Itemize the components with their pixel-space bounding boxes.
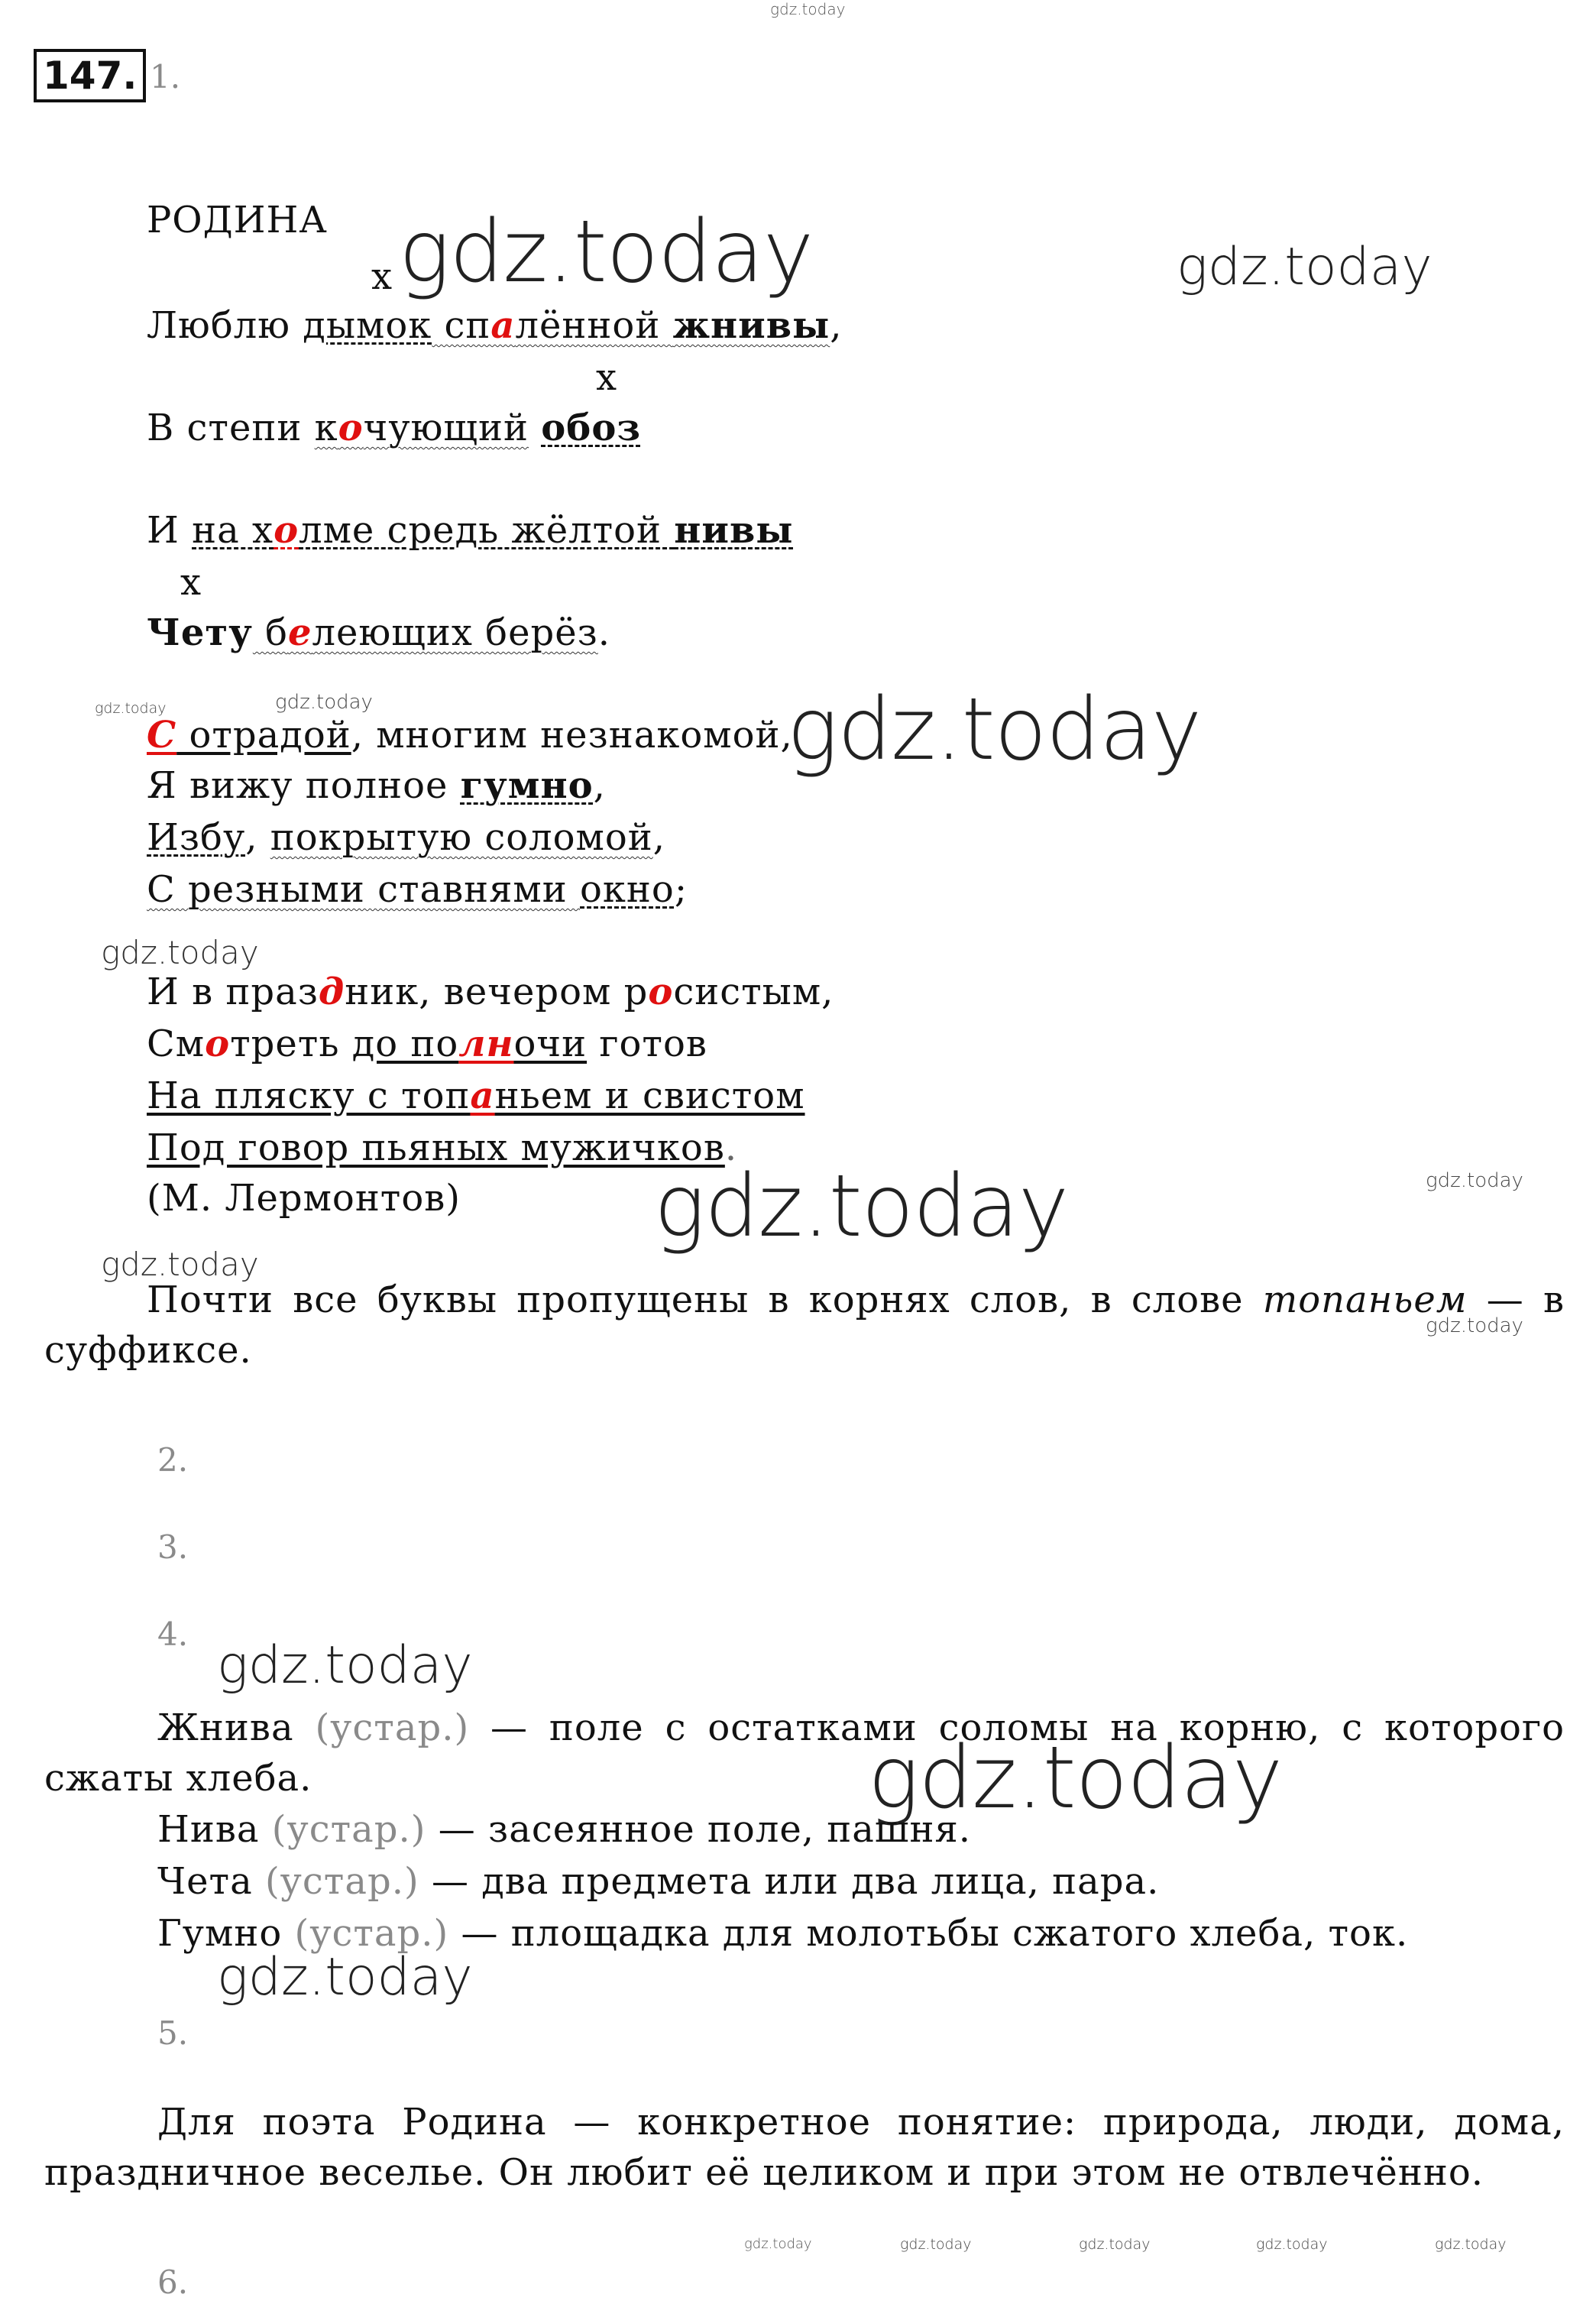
- note-paragraph: Почти все буквы пропущены в корнях слов, в слове топаньем — в суффиксе.: [44, 1278, 1565, 1372]
- syntax-mark: х: [596, 356, 618, 399]
- watermark: gdz.today: [1426, 1314, 1523, 1337]
- watermark: gdz.today: [1426, 1169, 1523, 1192]
- task-number: 147.: [34, 49, 146, 102]
- watermark: gdz.today: [900, 2236, 972, 2253]
- part-2-number: 2.: [157, 1441, 189, 1479]
- poem-line-12: Под говор пьяных мужичков.: [147, 1126, 738, 1169]
- poem-line-11: На пляску с топаньем и свистом: [147, 1074, 805, 1117]
- watermark: gdz.today: [744, 2236, 812, 2252]
- poem-line-10: Смотреть до полночи готов: [147, 1022, 707, 1065]
- watermark: gdz.today: [654, 1157, 1069, 1256]
- watermark-top: gdz.today: [770, 0, 846, 18]
- syntax-mark: х: [371, 255, 393, 298]
- poem-line-1: Люблю дымок спалённой жнивы,: [147, 304, 843, 347]
- definition-cheta: Чета (устар.) — два предмета или два лица, пара.: [157, 1860, 1160, 1903]
- watermark: gdz.today: [1177, 237, 1433, 297]
- poem-line-7: Избу, покрытую соломой,: [147, 816, 666, 859]
- part-1-number: 1.: [150, 58, 181, 96]
- poem-line-9: И в праздник, вечером росистым,: [147, 971, 834, 1013]
- part-4-number: 4.: [157, 1615, 189, 1653]
- definition-niva: Нива (устар.) — засеянное поле, пашня.: [157, 1808, 971, 1851]
- part-3-number: 3.: [157, 1528, 189, 1566]
- definition-gumno: Гумно (устар.) — площадка для молотьбы сжатого хлеба, ток.: [157, 1912, 1409, 1955]
- watermark: gdz.today: [868, 1729, 1283, 1828]
- watermark: gdz.today: [399, 203, 814, 302]
- syntax-mark: х: [180, 561, 202, 604]
- poem-line-6: Я вижу полное гумно,: [147, 764, 606, 807]
- poem-line-4: Чету белеющих берёз.: [147, 611, 611, 654]
- watermark: gdz.today: [101, 1246, 259, 1283]
- watermark: gdz.today: [95, 700, 167, 717]
- watermark: gdz.today: [787, 680, 1202, 779]
- watermark: gdz.today: [1435, 2236, 1507, 2253]
- conclusion-paragraph: Для поэта Родина — конкретное понятие: природа, люди, дома, праздничное веселье. Он любит её целиком и при этом не отвлечённо.: [44, 2101, 1565, 2194]
- watermark: gdz.today: [1079, 2236, 1151, 2253]
- definition-zhniva: Жнива (устар.) — поле с остатками соломы на корню, с которого сжаты хлеба.: [44, 1706, 1565, 1800]
- poem-title: РОДИНА: [147, 199, 328, 241]
- watermark: gdz.today: [101, 934, 259, 971]
- poem-line-3: И на холме средь жёлтой нивы: [147, 509, 794, 552]
- part-6-number: 6.: [157, 2264, 189, 2301]
- poem-line-8: С резными ставнями окно;: [147, 868, 688, 911]
- poem-line-5: С отрадой, многим незнакомой,: [147, 714, 793, 757]
- watermark: gdz.today: [217, 1635, 473, 1696]
- poem-line-2: В степи кочующий обоз: [147, 407, 641, 449]
- watermark: gdz.today: [217, 1947, 473, 2008]
- poem-author: (М. Лермонтов): [147, 1177, 461, 1220]
- watermark: gdz.today: [1256, 2236, 1328, 2253]
- watermark: gdz.today: [275, 691, 373, 714]
- part-5-number: 5.: [157, 2014, 189, 2052]
